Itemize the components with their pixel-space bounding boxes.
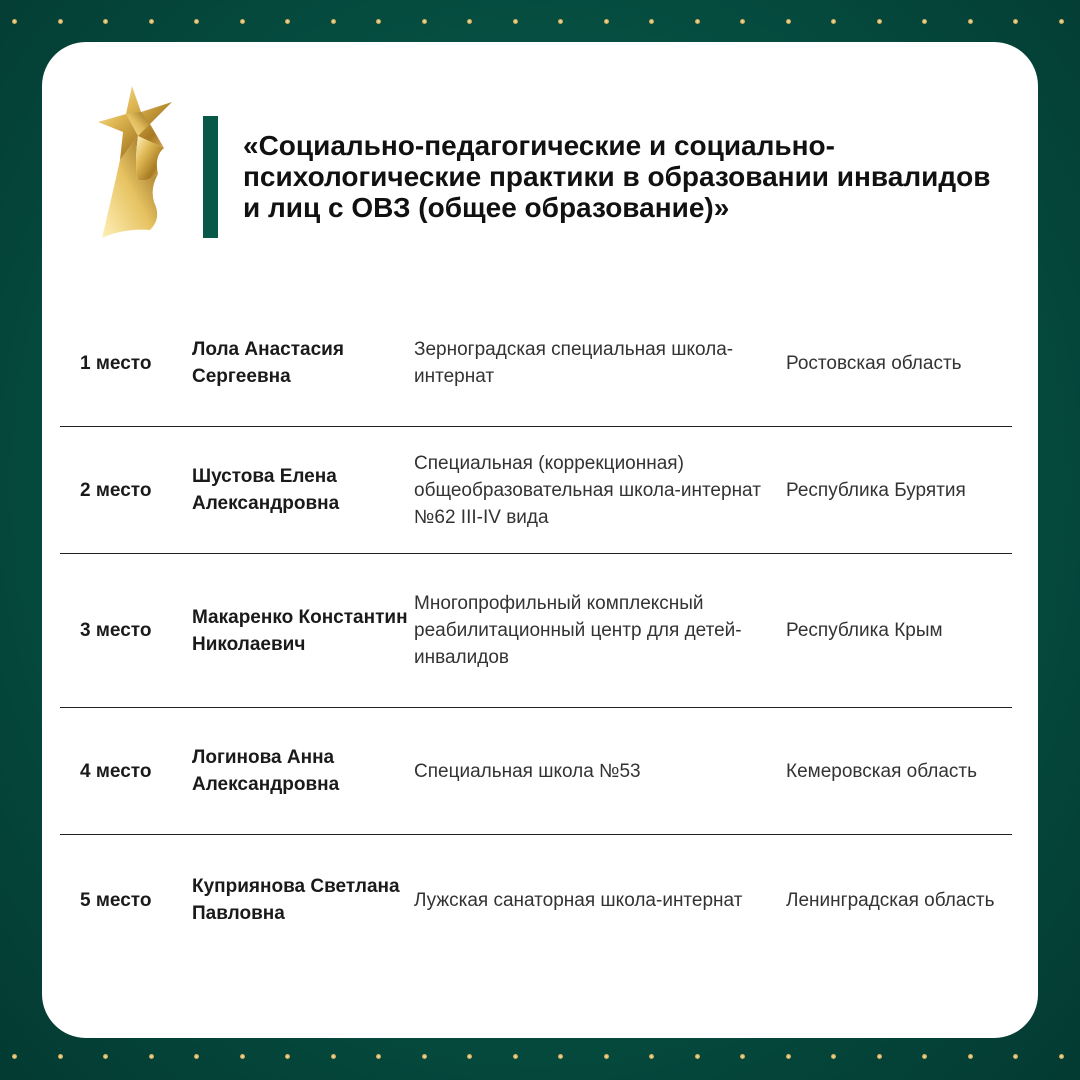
border-dot [604,19,609,24]
border-dot [149,19,154,24]
border-dot [649,1054,654,1059]
result-row [60,708,1012,835]
page-title: «Социально-педагогические и социально-психологические практики в образовании инвалидов и лиц с ОВЗ (общее образование)» [243,130,991,223]
border-dot [194,19,199,24]
border-dot [240,19,245,24]
border-dot [922,1054,927,1059]
result-row [60,300,1012,427]
border-dot [240,1054,245,1059]
border-dot [831,19,836,24]
border-dot [376,1054,381,1059]
region-name: Кемеровская область [786,760,977,782]
border-dot [285,1054,290,1059]
result-row [60,554,1012,708]
results-card [42,42,1038,1038]
winner-name: Макаренко Константин Николаевич [192,606,408,655]
border-dot [194,1054,199,1059]
border-dot [103,19,108,24]
winner-name: Лола Анастасия Сергеевна [192,339,344,387]
border-dot [604,1054,609,1059]
border-dot [422,19,427,24]
border-dot [877,19,882,24]
border-dot [740,19,745,24]
border-dot [831,1054,836,1059]
accent-bar [203,116,218,238]
border-dot [1013,19,1018,24]
border-dot [376,19,381,24]
border-dot [1059,1054,1064,1059]
organization-name: Многопрофильный комплексный реабилитационный центр для детей-инвалидов [414,593,742,668]
place-label: 2 место [80,479,152,501]
border-dot [558,1054,563,1059]
gold-star-trophy-icon [94,78,184,250]
border-dot [558,19,563,24]
organization-name: Зерноградская специальная школа-интернат [414,339,734,387]
border-dot [12,1054,17,1059]
border-dot [1059,19,1064,24]
border-dot [695,1054,700,1059]
border-dot [467,1054,472,1059]
place-label: 3 место [80,620,152,641]
region-name: Ростовская область [786,352,962,374]
border-dot [331,19,336,24]
top-dot-border [0,17,1080,29]
winner-name: Куприянова Светлана Павловна [192,876,400,924]
result-row [60,427,1012,554]
border-dot [149,1054,154,1059]
border-dot [740,1054,745,1059]
border-dot [103,1054,108,1059]
region-name: Ленинградская область [786,889,995,911]
border-dot [786,1054,791,1059]
region-name: Республика Крым [786,620,943,641]
winner-name: Шустова Елена Александровна [192,466,340,514]
winner-name: Логинова Анна Александровна [192,747,340,795]
border-dot [331,1054,336,1059]
border-dot [58,19,63,24]
border-dot [1013,1054,1018,1059]
organization-name: Лужская санаторная школа-интернат [414,889,743,911]
organization-name: Специальная школа №53 [414,760,641,782]
border-dot [649,19,654,24]
border-dot [12,19,17,24]
results-table [60,300,1012,965]
border-dot [695,19,700,24]
region-name: Республика Бурятия [786,479,966,501]
border-dot [922,19,927,24]
border-dot [786,19,791,24]
border-dot [285,19,290,24]
place-label: 5 место [80,889,152,911]
place-label: 1 место [80,352,152,374]
organization-name: Специальная (коррекционная) общеобразовательная школа-интернат №62 III-IV вида [414,452,761,528]
border-dot [513,1054,518,1059]
border-dot [968,1054,973,1059]
border-dot [877,1054,882,1059]
result-row [60,835,1012,965]
border-dot [58,1054,63,1059]
border-dot [968,19,973,24]
bottom-dot-border [0,1052,1080,1064]
border-dot [422,1054,427,1059]
border-dot [513,19,518,24]
place-label: 4 место [80,760,152,782]
border-dot [467,19,472,24]
